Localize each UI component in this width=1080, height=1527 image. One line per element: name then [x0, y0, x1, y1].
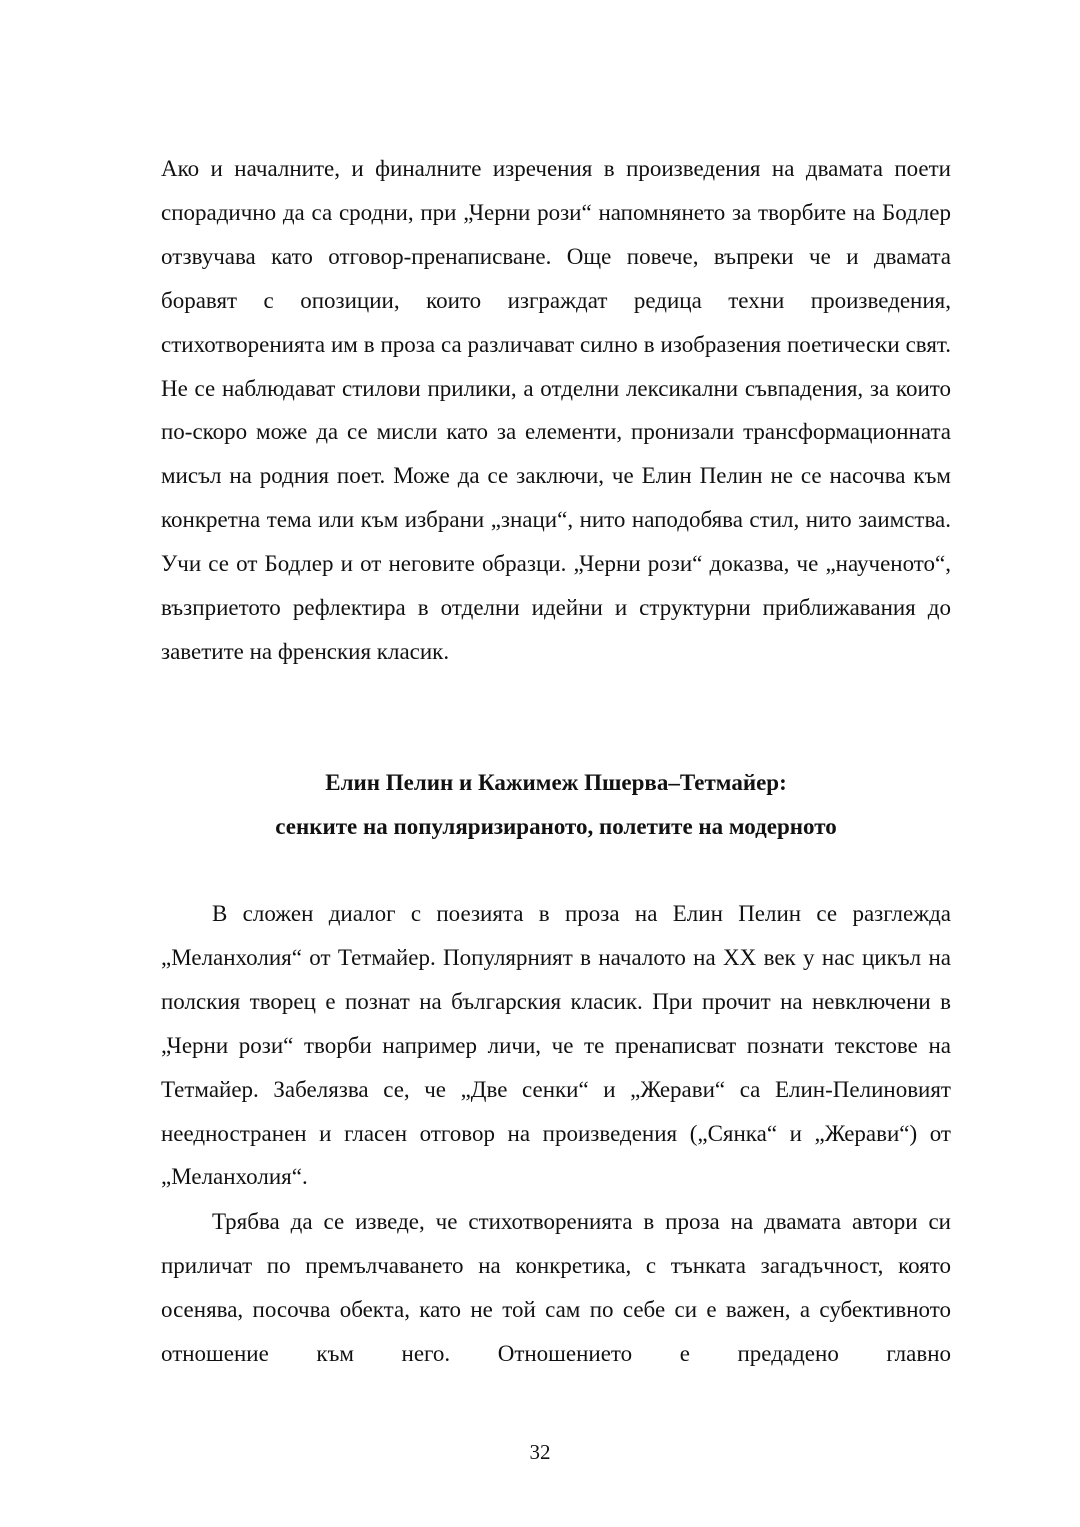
heading-line-1: Елин Пелин и Кажимеж Пшерва–Тетмайер:: [325, 770, 787, 795]
paragraph-1: Ако и началните, и финалните изречения в произведения на двамата поети спорадично да са сродни, при „Черни рози“ напомнянето за творбите на Бодлер отзвучава като отговор-пренаписване. Още повече, въпреки че и двамата боравят с опозиции, които изграждат редица техни произведения, стихотворенията им в проза са различават силно в изобразения поетически свят. Не се наблюдават стилови прилики, а отделни лексикални съвпадения, за които по-скоро може да се мисли като за елементи, пронизали трансформационната мисъл на родния поет. Може да се заключи, че Елин Пелин не се насочва към конкретна тема или към избрани „знаци“, нито наподобява стил, нито заимства. Учи се от Бодлер и от неговите образци. „Черни рози“ доказва, че „наученото“, възприетото рефлектира в отделни идейни и структурни приближавания до заветите на френския класик.: [161, 156, 951, 664]
section-heading: [161, 761, 951, 849]
paragraph-3: Трябва да се изведе, че стихотворенията в проза на двамата автори си приличат по премълчаването на конкретика, с тънката загадъчност, която осенява, посочва обекта, като не той сам по себе си е важен, а субективното отношение към него. Отношението е предадено главно: [161, 1209, 951, 1366]
paragraph-2: В сложен диалог с поезията в проза на Елин Пелин се разглежда „Меланхолия“ от Тетмайер. Популярният в началото на ХХ век у нас цикъл на полския творец е познат на българския класик. При прочит на невключени в „Черни рози“ творби например личи, че те пренаписват познати текстове на Тетмайер. Забелязва се, че „Две сенки“ и „Жерави“ са Елин-Пелиновият неедностранен и гласен отговор на произведения („Сянка“ и „Жерави“) от „Меланхолия“.: [161, 901, 951, 1190]
page-number: 32: [529, 1440, 551, 1464]
heading-line-2: сенките на популяризираното, полетите на модерното: [275, 814, 837, 839]
